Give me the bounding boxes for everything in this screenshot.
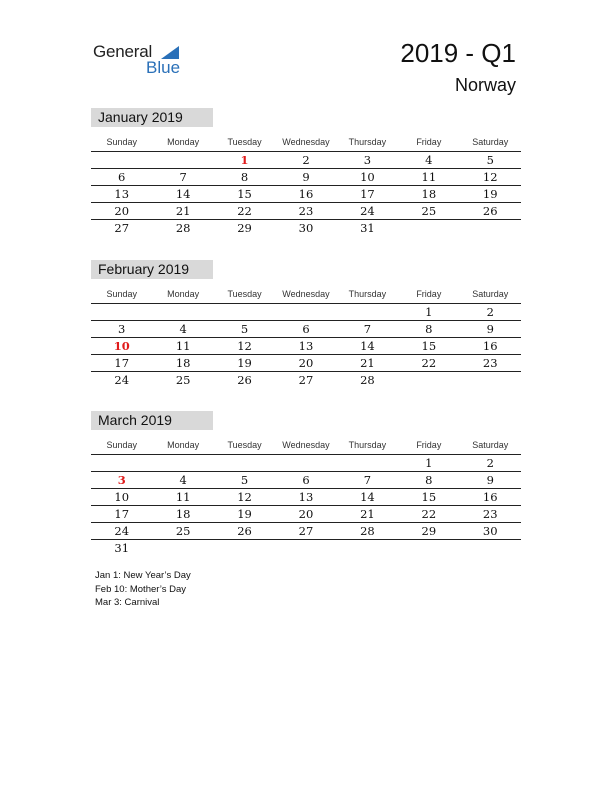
holiday-day-cell: 10 [113,339,130,353]
day-cell: 2 [302,153,310,167]
week-row [91,355,521,372]
day-cell [398,220,459,236]
week-row [91,489,521,506]
day-cell: 20 [298,356,314,370]
weekday-header-row [91,436,521,454]
weekday-label: Wednesday [282,440,330,450]
day-cell [460,220,521,236]
day-cell: 6 [302,473,310,487]
country-name: Norway [454,75,516,95]
day-cell: 23 [482,356,498,370]
day-cell: 8 [425,473,433,487]
day-cell [275,304,336,320]
day-cell: 27 [114,221,130,235]
day-cell: 26 [237,524,252,538]
day-cell [398,540,459,556]
day-cell [91,455,152,471]
day-cell [91,152,152,168]
weekday-header-row [91,285,521,303]
day-cell: 14 [360,339,375,353]
week-row [91,372,521,388]
day-cell: 14 [175,187,191,201]
weekday-label: Friday [416,440,442,450]
day-cell: 13 [298,339,314,353]
day-cell: 5 [240,322,249,336]
weekday-label: Sunday [106,137,137,147]
weeks-grid [91,151,521,236]
day-cell: 24 [114,373,130,387]
day-cell [337,455,398,471]
weekday-label: Saturday [472,137,509,147]
day-cell: 17 [360,187,375,201]
month-title: February 2019 [91,260,213,279]
day-cell: 17 [114,507,130,521]
day-cell [337,540,398,556]
day-cell: 4 [425,153,433,167]
page-title: 2019 - Q1 [400,38,516,68]
day-cell: 30 [482,524,498,538]
day-cell: 21 [360,356,375,370]
day-cell: 23 [298,204,314,218]
day-cell: 22 [421,507,437,521]
day-cell: 29 [421,524,437,538]
brand-logo [93,40,203,80]
day-cell: 7 [363,473,372,487]
holiday-note: Jan 1: New Year’s Day [95,570,191,581]
day-cell: 27 [298,524,314,538]
day-cell [460,540,521,556]
day-cell [152,304,213,320]
weeks-grid [91,303,521,388]
day-cell: 8 [240,170,249,184]
weekday-label: Tuesday [227,289,262,299]
weekday-label: Sunday [106,440,137,450]
weekday-label: Tuesday [227,440,262,450]
weekday-label: Monday [167,137,200,147]
holiday-notes [95,569,191,610]
week-row [91,338,521,355]
day-cell: 11 [175,490,191,504]
week-row [91,523,521,540]
day-cell [214,304,275,320]
holiday-day-cell: 1 [240,153,249,167]
day-cell: 13 [114,187,130,201]
day-cell: 4 [179,473,187,487]
day-cell [152,152,213,168]
day-cell: 22 [421,356,437,370]
day-cell: 8 [425,322,433,336]
weekday-label: Wednesday [282,137,330,147]
day-cell: 24 [114,524,130,538]
weekday-label: Thursday [348,289,387,299]
weekday-label: Thursday [348,137,387,147]
day-cell: 17 [114,356,130,370]
day-cell: 12 [237,490,252,504]
day-cell: 28 [175,221,191,235]
day-cell: 25 [175,373,191,387]
day-cell: 26 [237,373,252,387]
day-cell [275,540,336,556]
holiday-day-cell: 3 [117,473,126,487]
month-title: January 2019 [91,108,213,127]
day-cell: 3 [363,153,372,167]
day-cell: 12 [482,170,498,184]
day-cell: 6 [118,170,126,184]
week-row [91,540,521,556]
week-row [91,455,521,472]
day-cell: 10 [360,170,375,184]
day-cell: 15 [237,187,252,201]
day-cell: 28 [360,524,375,538]
day-cell: 22 [237,204,252,218]
day-cell: 1 [425,456,433,470]
day-cell [91,304,152,320]
day-cell: 31 [360,221,375,235]
day-cell [460,372,521,388]
month-calendar-march [91,411,521,556]
month-calendar-january [91,108,521,236]
day-cell: 1 [425,305,433,319]
day-cell: 16 [482,490,498,504]
day-cell: 24 [360,204,375,218]
day-cell: 12 [237,339,252,353]
week-row [91,186,521,203]
holiday-note: Feb 10: Mother’s Day [95,583,186,595]
weekday-label: Tuesday [227,137,262,147]
day-cell: 9 [302,170,310,184]
day-cell: 15 [421,339,437,353]
day-cell: 19 [482,187,498,201]
day-cell: 2 [486,456,494,470]
day-cell: 20 [114,204,130,218]
day-cell: 31 [114,541,130,555]
day-cell: 11 [175,339,191,353]
day-cell: 13 [298,490,314,504]
month-title: March 2019 [91,411,213,430]
day-cell: 19 [237,507,252,521]
week-row [91,472,521,489]
day-cell [214,540,275,556]
day-cell: 21 [175,204,191,218]
weekday-label: Wednesday [282,289,330,299]
day-cell: 4 [179,322,187,336]
logo-text-general: General [93,42,153,61]
week-row [91,220,521,236]
week-row [91,321,521,338]
day-cell: 30 [298,221,314,235]
weekday-label: Thursday [348,440,387,450]
weekday-label: Sunday [106,289,137,299]
week-row [91,304,521,321]
weeks-grid [91,454,521,556]
day-cell [152,540,213,556]
day-cell: 3 [118,322,126,336]
day-cell: 27 [298,373,314,387]
day-cell: 19 [237,356,252,370]
weekday-label: Saturday [472,289,509,299]
month-calendar-february [91,260,521,388]
day-cell: 15 [421,490,437,504]
day-cell: 18 [421,187,437,201]
week-row [91,506,521,523]
week-row [91,152,521,169]
day-cell: 5 [486,153,494,167]
day-cell: 6 [302,322,310,336]
day-cell [214,455,275,471]
day-cell: 25 [421,204,437,218]
day-cell: 16 [298,187,314,201]
day-cell: 21 [360,507,375,521]
day-cell: 9 [486,322,494,336]
week-row [91,169,521,186]
weekday-label: Monday [167,289,200,299]
day-cell: 16 [482,339,498,353]
day-cell: 20 [298,507,314,521]
day-cell: 2 [486,305,494,319]
weekday-label: Saturday [472,440,509,450]
day-cell: 7 [179,170,187,184]
day-cell: 18 [175,507,191,521]
day-cell [337,304,398,320]
day-cell: 10 [114,490,130,504]
day-cell: 25 [175,524,191,538]
day-cell [398,372,459,388]
weekday-label: Friday [416,137,442,147]
day-cell: 14 [360,490,375,504]
day-cell [275,455,336,471]
weekday-label: Friday [416,289,442,299]
day-cell: 11 [421,170,437,184]
day-cell: 9 [486,473,494,487]
weekday-label: Monday [167,440,200,450]
day-cell: 26 [482,204,498,218]
weekday-header-row [91,133,521,151]
logo-text-blue: Blue [146,58,181,77]
day-cell: 28 [360,373,375,387]
holiday-note: Mar 3: Carnival [95,597,160,608]
day-cell: 5 [240,473,249,487]
day-cell [152,455,213,471]
day-cell: 18 [175,356,191,370]
day-cell: 7 [363,322,372,336]
day-cell: 23 [482,507,498,521]
week-row [91,203,521,220]
day-cell: 29 [237,221,252,235]
